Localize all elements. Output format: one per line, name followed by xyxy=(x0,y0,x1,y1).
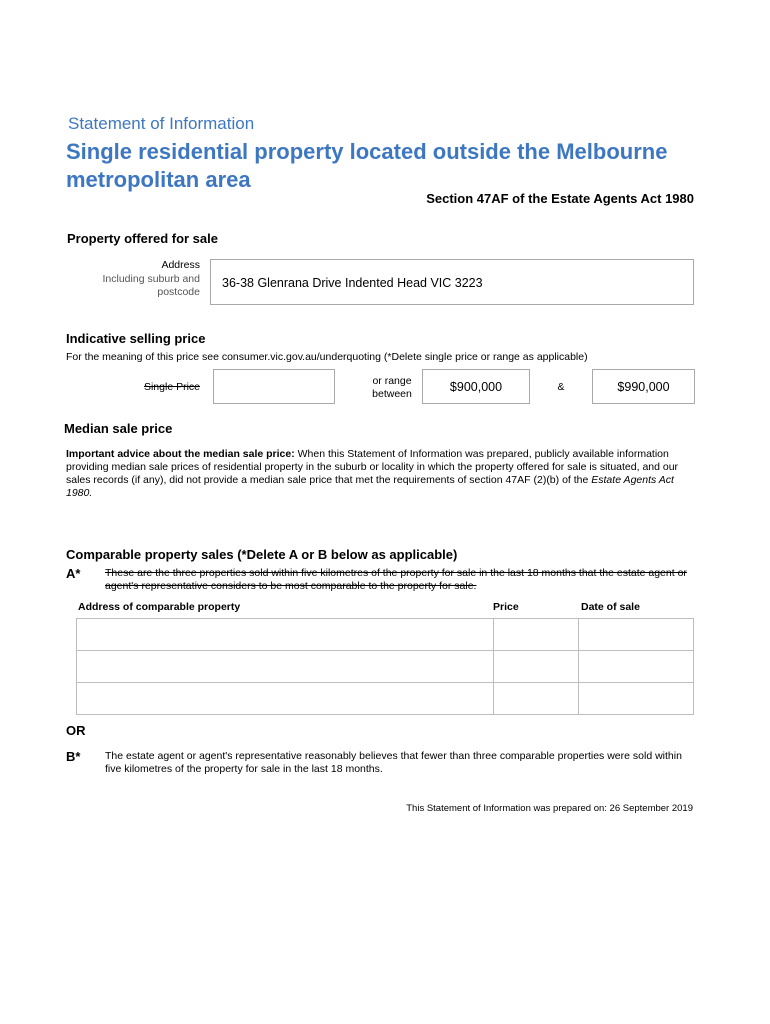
act-reference: Section 47AF of the Estate Agents Act 1980 xyxy=(426,191,694,206)
range-low-value: $900,000 xyxy=(449,380,503,394)
price-note: For the meaning of this price see consumer.vic.gov.au/underquoting (*Delete single price or range as applicable) xyxy=(66,351,588,363)
comparable-table xyxy=(76,618,694,715)
range-low-field[interactable] xyxy=(422,369,530,404)
comp-address-cell[interactable] xyxy=(77,651,494,683)
comp-date-cell[interactable] xyxy=(579,651,694,683)
median-heading: Median sale price xyxy=(64,421,173,436)
median-advice-italic: Estate Agents Act 1980. xyxy=(66,474,674,499)
document-title: Single residential property located outside the Melbourne metropolitan area xyxy=(66,139,668,192)
prepared-date: This Statement of Information was prepared on: 26 September 2019 xyxy=(406,803,693,814)
option-b-text: The estate agent or agent's representative reasonably believes that fewer than three comparable properties were sold within five kilometres of the property for sale in the last 18 months. xyxy=(105,750,682,775)
median-advice-bold: Important advice about the median sale price: xyxy=(66,448,295,460)
or-label: OR xyxy=(66,723,86,738)
option-a-text: These are the three properties sold within five kilometres of the property for sale in the last 18 months that the estate agent or agent's representative considers to be most comparable to the property for sale. xyxy=(105,567,687,592)
comp-price-cell[interactable] xyxy=(494,651,579,683)
range-separator: & xyxy=(557,381,565,393)
median-advice-text: When this Statement of Information was prepared, publicly available information providing median sale prices of residential property in the suburb or locality in which the property offered for sale is situated, and our sales records (if any), did not provide a median sale price that met the requirements of section 47AF (2)(b) of the xyxy=(66,448,679,486)
address-label: Address xyxy=(161,259,200,271)
comp-address-cell[interactable] xyxy=(77,619,494,651)
range-label: or range between xyxy=(372,375,412,400)
comp-price-cell[interactable] xyxy=(494,683,579,715)
single-price-label: Single Price xyxy=(143,381,200,393)
median-advice xyxy=(66,448,696,500)
document-kicker: Statement of Information xyxy=(68,114,255,133)
single-price-field[interactable] xyxy=(213,369,335,404)
table-row xyxy=(77,651,694,683)
price-heading: Indicative selling price xyxy=(66,331,206,346)
range-high-value: $990,000 xyxy=(617,380,670,394)
comparable-heading: Comparable property sales (*Delete A or B below as applicable) xyxy=(66,547,458,562)
property-heading: Property offered for sale xyxy=(67,231,218,246)
comp-date-cell[interactable] xyxy=(579,619,694,651)
col-address-header: Address of comparable property xyxy=(78,601,241,613)
table-row xyxy=(77,619,694,651)
col-price-header: Price xyxy=(493,601,519,613)
address-field[interactable] xyxy=(210,259,694,305)
option-b-label: B* xyxy=(66,749,81,764)
option-a-label: A* xyxy=(66,566,81,581)
range-high-field[interactable] xyxy=(592,369,695,404)
comp-address-cell[interactable] xyxy=(77,683,494,715)
comp-date-cell[interactable] xyxy=(579,683,694,715)
table-row xyxy=(77,683,694,715)
col-date-header: Date of sale xyxy=(581,601,640,613)
address-sublabel: Including suburb and postcode xyxy=(102,273,200,298)
comp-price-cell[interactable] xyxy=(494,619,579,651)
address-value: 36-38 Glenrana Drive Indented Head VIC 3223 xyxy=(222,276,483,290)
